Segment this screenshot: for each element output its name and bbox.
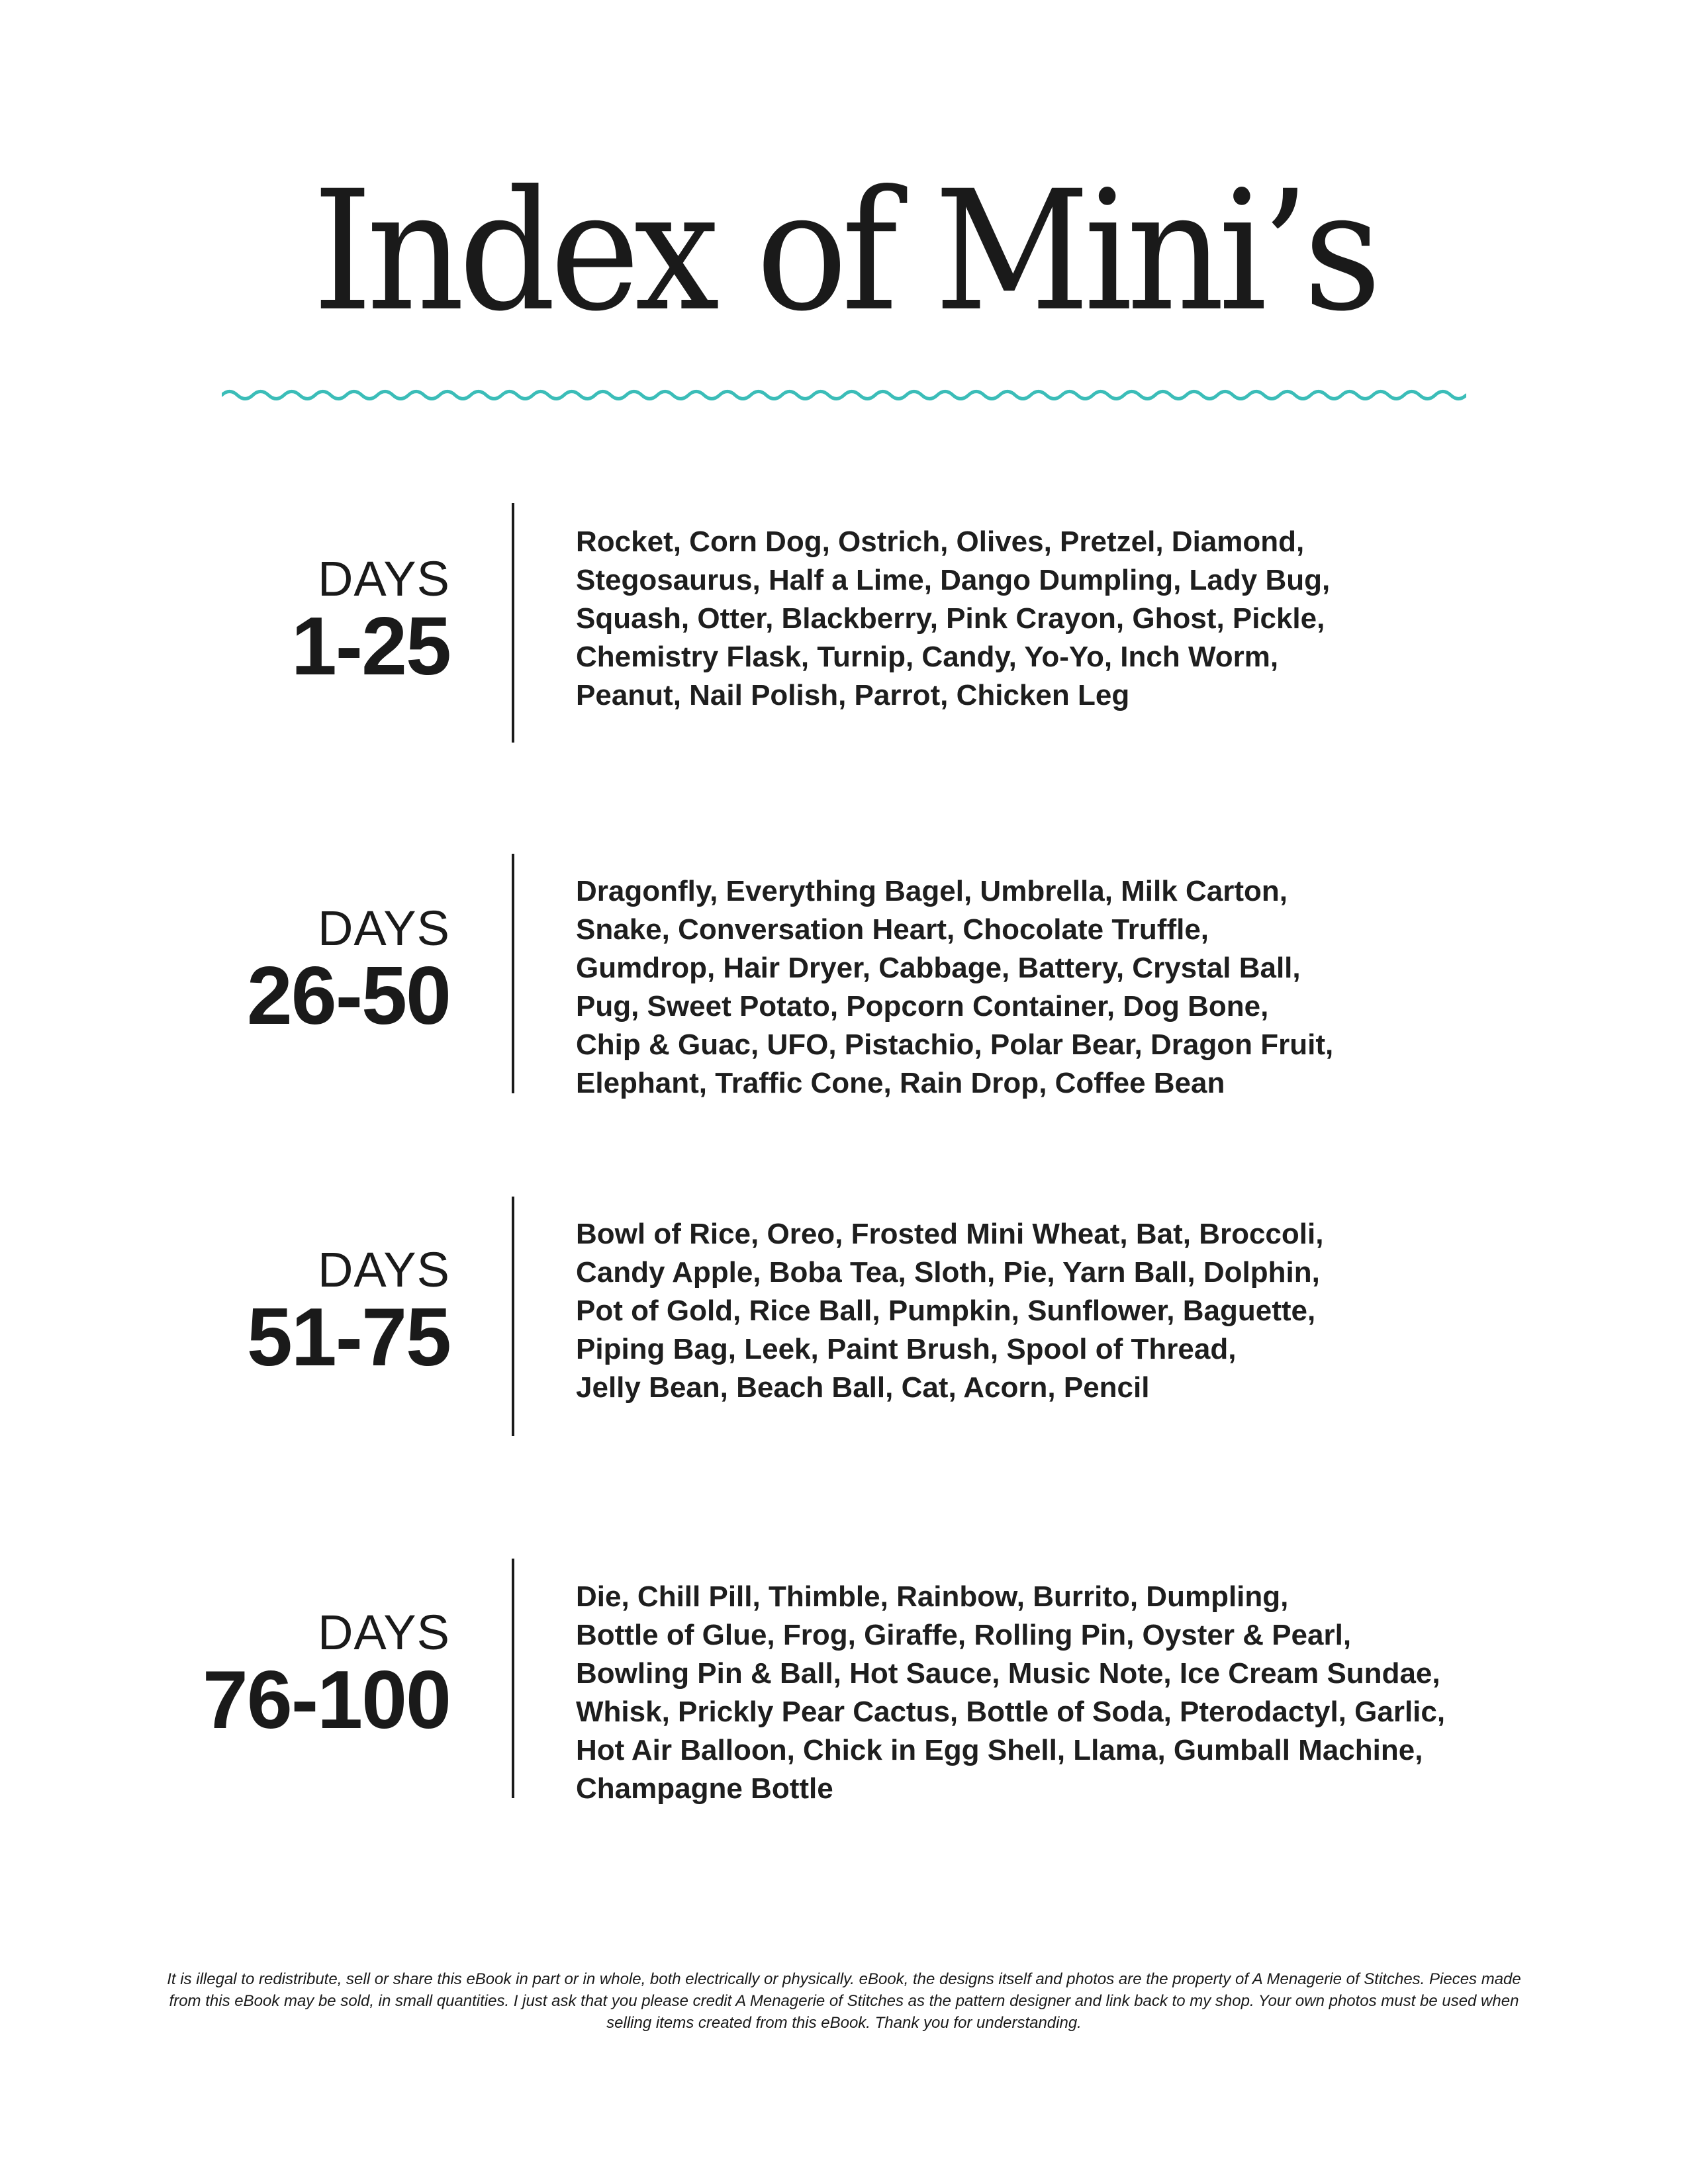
days-label: DAYS: [317, 551, 450, 606]
days-label: DAYS: [317, 901, 450, 956]
days-label: DAYS: [317, 1605, 450, 1660]
days-range: 1-25: [291, 601, 450, 692]
days-range: 51-75: [246, 1292, 450, 1383]
vertical-divider: [512, 1197, 514, 1436]
mini-list: Rocket, Corn Dog, Ostrich, Olives, Pretzel, Diamond, Stegosaurus, Half a Lime, Dango Dumpling, Lady Bug, Squash, Otter, Blackberry, Pink Crayon, Ghost, Pickle, Chemistry Flask, Turnip, Candy, Yo-Yo, Inch Worm, Peanut, Nail Polish, Parrot, Chicken Leg: [576, 525, 1331, 711]
vertical-divider: [512, 854, 514, 1093]
days-range: 26-50: [246, 950, 450, 1042]
wave-divider: [222, 384, 1466, 406]
page-title: Index of Mini’s: [312, 155, 1376, 347]
copyright-notice: It is illegal to redistribute, sell or share this eBook in part or in whole, both electrically or physically. eBook, the designs itself and photos are the property of A Menagerie of Stitches. Pieces made from this eBook may be sold, in small quantities. I just ask that you please credit A Menagerie of Stitches as the pattern designer and link back to my shop. Your own photos must be used when selling items created from this eBook. Thank you for understanding.: [167, 1970, 1521, 2032]
days-range: 76-100: [202, 1655, 450, 1746]
mini-list: Die, Chill Pill, Thimble, Rainbow, Burrito, Dumpling, Bottle of Glue, Frog, Giraffe, Rolling Pin, Oyster & Pearl, Bowling Pin & Ball, Hot Sauce, Music Note, Ice Cream Sundae, Whisk, Prickly Pear Cactus, Bottle of Soda, Pterodactyl, Garlic, Hot Air Balloon, Chick in Egg Shell, Llama, Gumball Machine, Champagne Bottle: [576, 1580, 1446, 1805]
days-label: DAYS: [317, 1242, 450, 1297]
vertical-divider: [512, 503, 514, 743]
mini-list: Dragonfly, Everything Bagel, Umbrella, Milk Carton, Snake, Conversation Heart, Chocolate Truffle, Gumdrop, Hair Dryer, Cabbage, Battery, Crystal Ball, Pug, Sweet Potato, Popcorn Container, Dog Bone, Chip & Guac, UFO, Pistachio, Polar Bear, Dragon Fruit, Elephant, Traffic Cone, Rain Drop, Coffee Bean: [576, 875, 1334, 1099]
mini-list: Bowl of Rice, Oreo, Frosted Mini Wheat, Bat, Broccoli, Candy Apple, Boba Tea, Sloth, Pie, Yarn Ball, Dolphin, Pot of Gold, Rice Ball, Pumpkin, Sunflower, Baguette, Piping Bag, Leek, Paint Brush, Spool of Thread, Jelly Bean, Beach Ball, Cat, Acorn, Pencil: [576, 1218, 1324, 1404]
vertical-divider: [512, 1559, 514, 1798]
